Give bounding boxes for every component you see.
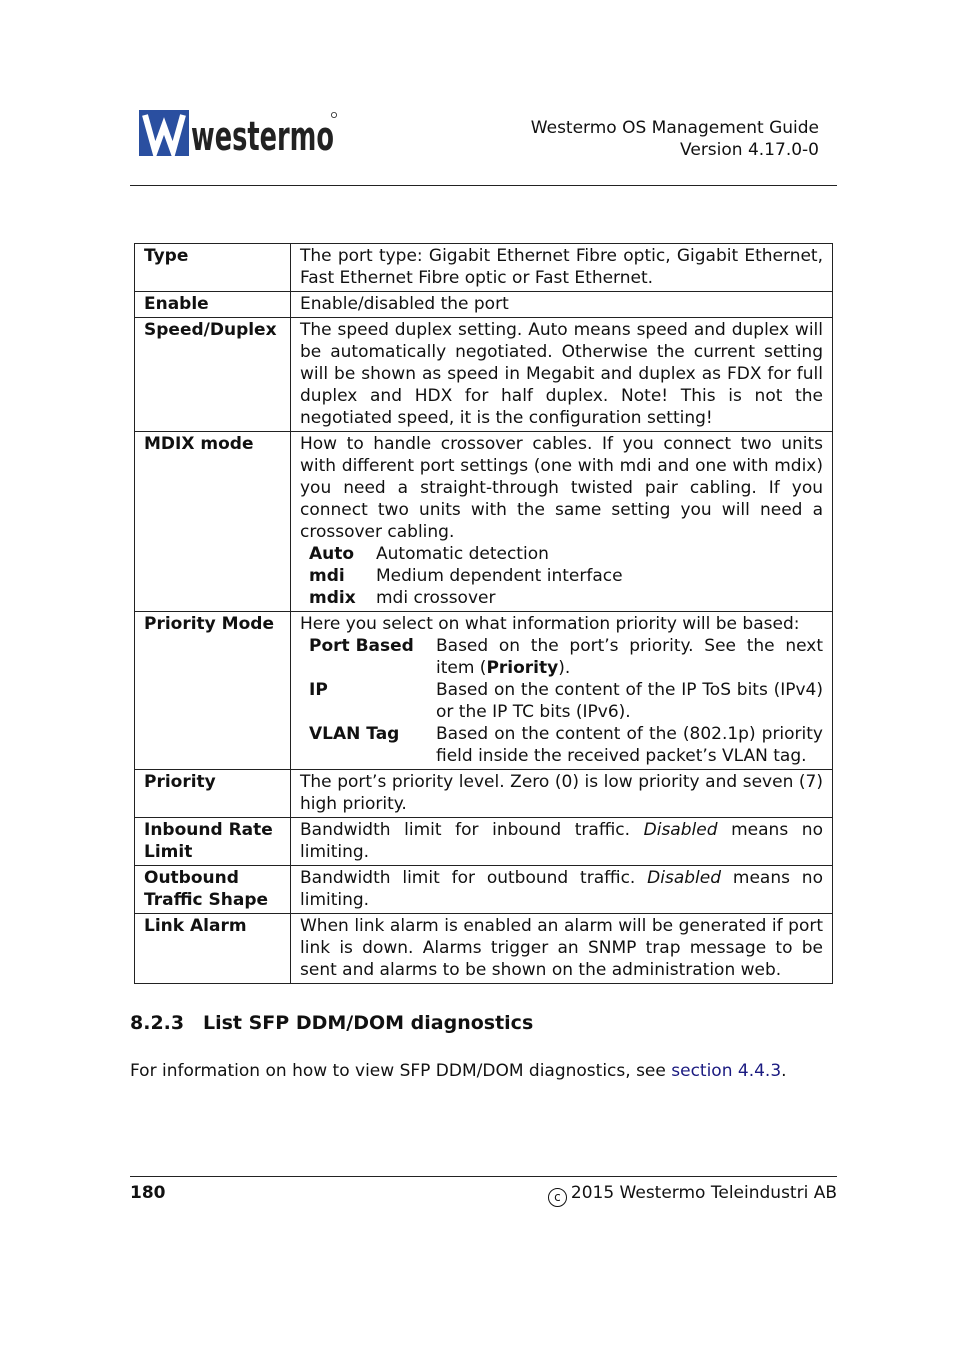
row-term: Inbound Rate Limit	[135, 818, 291, 866]
body-paragraph: For information on how to view SFP DDM/DOM diagnostics, see section 4.4.3.	[130, 1061, 787, 1081]
table-row	[135, 292, 833, 318]
disabled-emphasis: Disabled	[647, 868, 722, 888]
svg-text:westermo: westermo	[191, 114, 334, 160]
priority-mode-options	[309, 635, 823, 767]
table-row	[135, 818, 833, 866]
table-row	[135, 318, 833, 432]
row-description: The port type: Gigabit Ethernet Fibre optic, Gigabit Ethernet, Fast Ethernet Fibre optic or Fast Ethernet.	[291, 244, 833, 292]
option-value: Automatic detection	[376, 544, 549, 564]
guide-title: Westermo OS Management Guide	[530, 118, 819, 138]
priority-mode-description-text: Here you select on what information priority will be based:	[300, 614, 800, 634]
section-title: List SFP DDM/DOM diagnostics	[203, 1012, 534, 1034]
disabled-emphasis: Disabled	[643, 820, 718, 840]
westermo-logo	[139, 110, 339, 158]
option-value: mdi crossover	[376, 588, 496, 608]
port-parameter-table	[134, 243, 833, 984]
option-key: VLAN Tag	[309, 724, 400, 744]
option-key: Auto	[309, 544, 355, 564]
document-title	[531, 117, 819, 161]
version-label: Version 4.17.0-0	[680, 140, 819, 160]
row-term: Speed/Duplex	[135, 318, 291, 432]
mdix-description-text: How to handle crossover cables. If you connect two units with different port settings (one with mdi and one with mdix) you need a straight-through twisted pair cabling. If you connect two units with the same setting you will need a crossover cabling.	[300, 434, 823, 542]
copyright-text: 2015 Westermo Teleindustri AB	[570, 1183, 837, 1203]
option-value: Based on the port’s priority. See the next item (Priority).	[436, 636, 823, 678]
row-description: Bandwidth limit for outbound traffic. Disabled means no limiting.	[291, 866, 833, 914]
option-key: Port Based	[309, 636, 414, 656]
table-row	[135, 432, 833, 612]
option-value: Based on the content of the (802.1p) priority field inside the received packet’s VLAN tag.	[436, 724, 823, 766]
table-row	[135, 770, 833, 818]
row-term: Priority	[135, 770, 291, 818]
table-row	[135, 866, 833, 914]
row-term: MDIX mode	[135, 432, 291, 612]
row-term: Enable	[135, 292, 291, 318]
page-number: 180	[130, 1183, 166, 1203]
row-description: The port’s priority level. Zero (0) is low priority and seven (7) high priority.	[291, 770, 833, 818]
row-description: Enable/disabled the port	[291, 292, 833, 318]
row-term: Outbound Traffic Shape	[135, 866, 291, 914]
copyright-icon: c	[548, 1188, 567, 1207]
mdix-options	[309, 543, 823, 609]
row-description	[291, 612, 833, 770]
footer-rule	[130, 1176, 837, 1177]
row-description	[291, 432, 833, 612]
row-description: The speed duplex setting. Auto means speed and duplex will be automatically negotiated. Otherwise the current setting will be shown as speed in Megabit and duplex as FDX for full duplex and HDX for half duplex. Note! This is not the negotiated speed, it is the configuration setting!	[291, 318, 833, 432]
section-number: 8.2.3	[130, 1012, 185, 1034]
row-term: Link Alarm	[135, 914, 291, 984]
row-term: Type	[135, 244, 291, 292]
row-term: Priority Mode	[135, 612, 291, 770]
option-key: IP	[309, 680, 328, 700]
priority-reference: Priority	[486, 658, 559, 678]
table-row	[135, 914, 833, 984]
table-row	[135, 612, 833, 770]
option-value: Based on the content of the IP ToS bits (IPv4) or the IP TC bits (IPv6).	[436, 680, 823, 722]
section-link[interactable]: section 4.4.3	[671, 1061, 782, 1081]
copyright-notice	[548, 1182, 837, 1207]
table-row	[135, 244, 833, 292]
row-description: When link alarm is enabled an alarm will be generated if port link is down. Alarms trigger an SNMP trap message to be sent and alarms to be shown on the administration web.	[291, 914, 833, 984]
header-rule	[130, 185, 837, 186]
section-heading	[130, 1011, 533, 1035]
option-key: mdix	[309, 588, 356, 608]
option-value: Medium dependent interface	[376, 566, 623, 586]
row-description: Bandwidth limit for inbound traffic. Disabled means no limiting.	[291, 818, 833, 866]
option-key: mdi	[309, 566, 345, 586]
